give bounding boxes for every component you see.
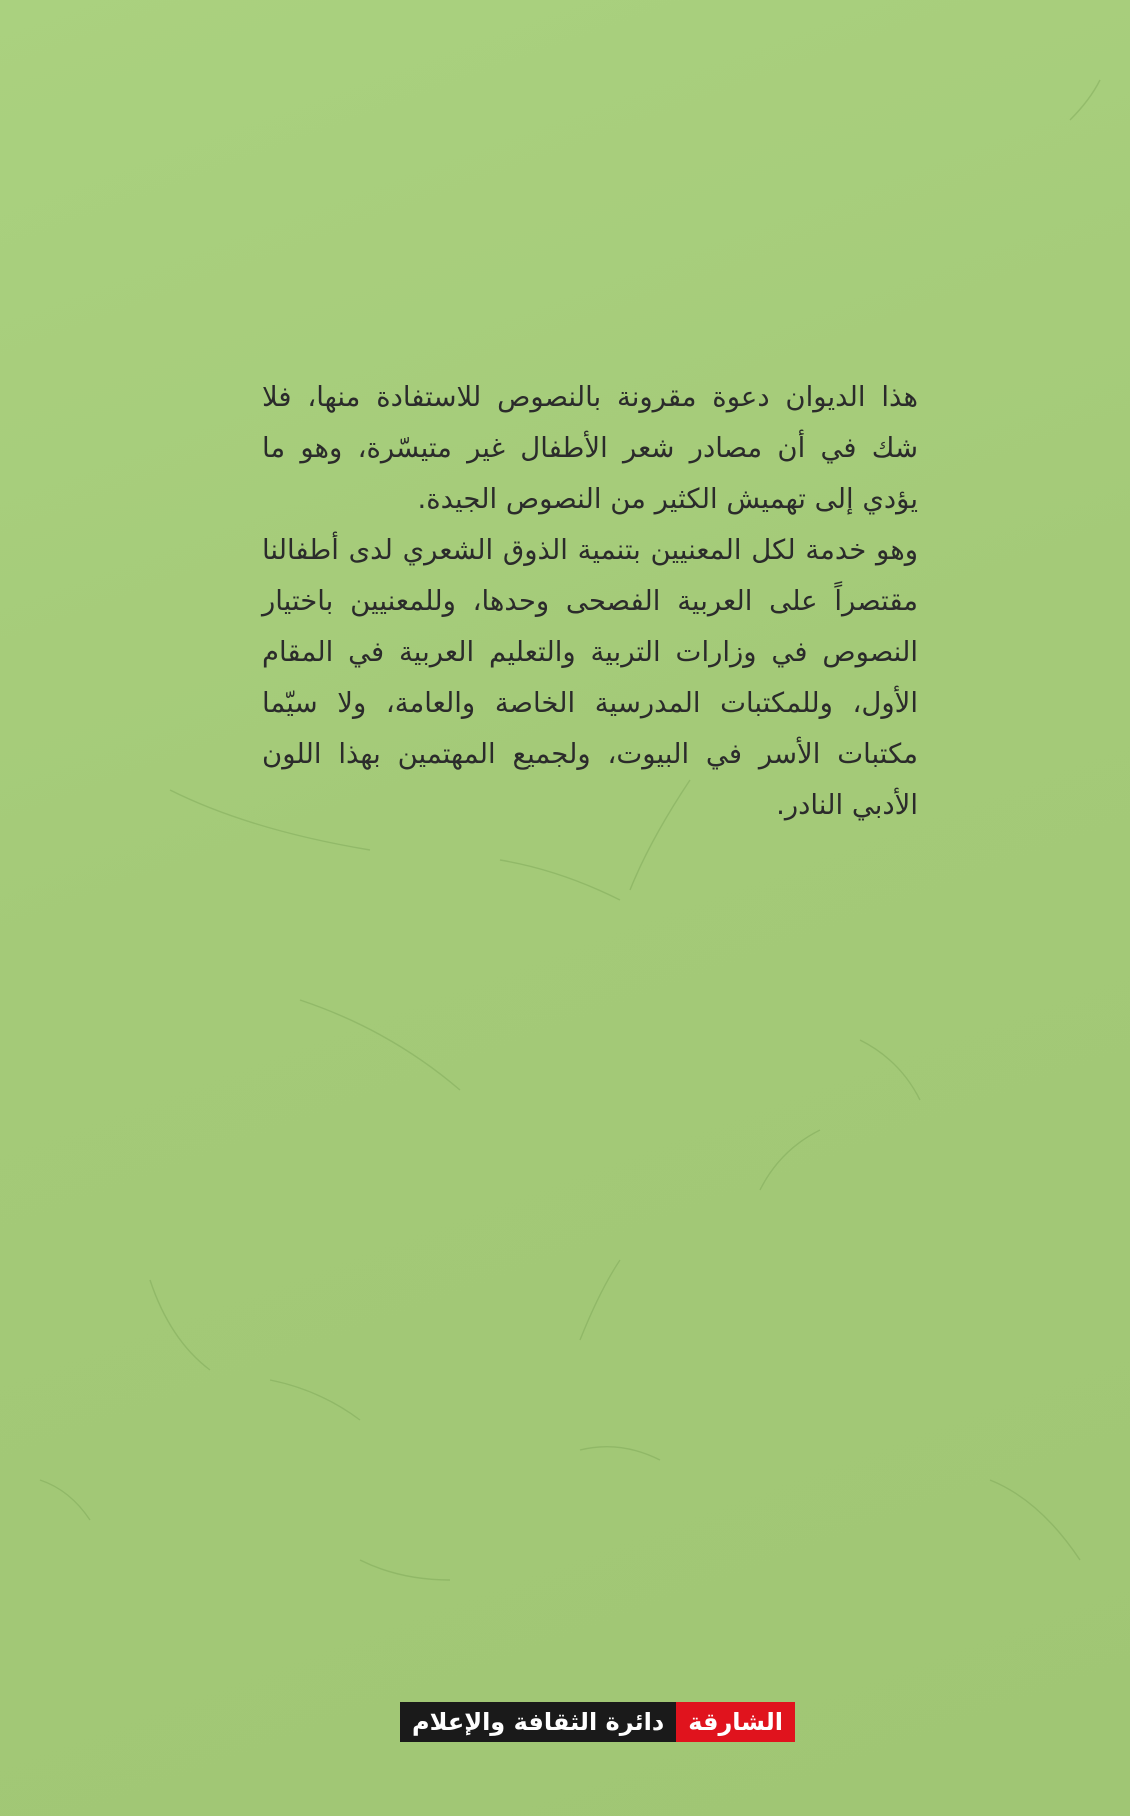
- publisher-department: دائرة الثقافة والإعلام: [400, 1702, 676, 1742]
- blurb-paragraph: وهو خدمة لكل المعنيين بتنمية الذوق الشعري لدى أطفالنا مقتصراً على العربية الفصحى وحدها، وللمعنيين باختيار النصوص في وزارات التربية والتعليم العربية في المقام الأول، وللمكتبات المدرسية الخاصة والعامة، ولا سيّما مكتبات الأسر في البيوت، ولجميع المهتمين بهذا اللون الأدبي النادر.: [262, 534, 918, 821]
- blurb-paragraph: هذا الديوان دعوة مقرونة بالنصوص للاستفادة منها، فلا شك في أن مصادر شعر الأطفال غير متيسّرة، وهو ما يؤدي إلى تهميش الكثير من النصوص الجيدة.: [262, 381, 918, 515]
- back-cover-blurb: [262, 372, 918, 831]
- publisher-logo: [400, 1702, 795, 1742]
- publisher-city: الشارقة: [676, 1702, 795, 1742]
